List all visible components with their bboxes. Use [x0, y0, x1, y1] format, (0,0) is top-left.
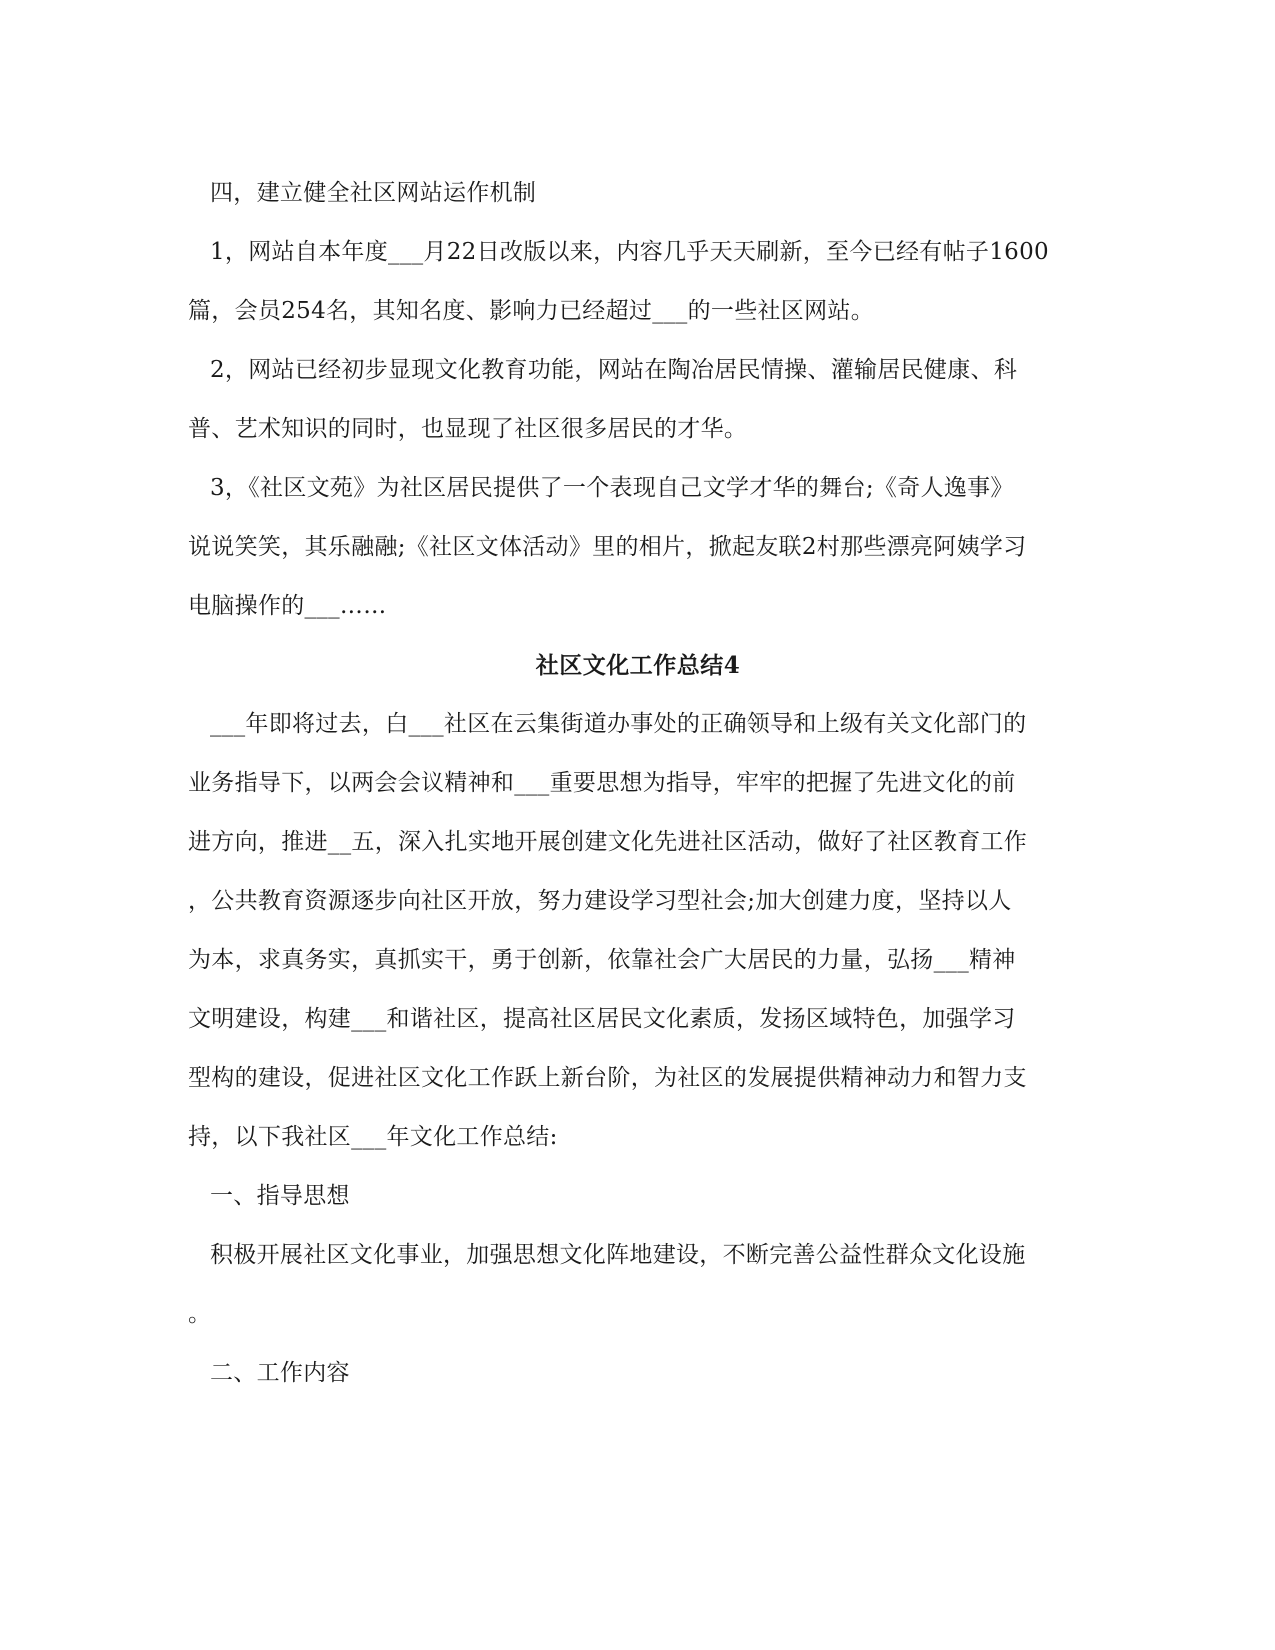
paragraph-line: 电脑操作的___…… — [188, 593, 387, 619]
paragraph-line: 2，网站已经初步显现文化教育功能，网站在陶冶居民情操、灌输居民健康、科 — [210, 357, 1018, 383]
paragraph-line: 业务指导下，以两会会议精神和___重要思想为指导，牢牢的把握了先进文化的前 — [188, 770, 1016, 796]
paragraph-line: 普、艺术知识的同时，也显现了社区很多居民的才华。 — [188, 416, 748, 442]
section-heading-website-mechanism: 四，建立健全社区网站运作机制 — [210, 180, 537, 206]
document-body — [188, 164, 1088, 1403]
paragraph-line: 积极开展社区文化事业，加强思想文化阵地建设，不断完善公益性群众文化设施 — [210, 1242, 1026, 1268]
paragraph-line: 进方向，推进__五，深入扎实地开展创建文化先进社区活动，做好了社区教育工作 — [188, 829, 1028, 855]
paragraph-line: ，公共教育资源逐步向社区开放，努力建设学习型社会;加大创建力度，坚持以人 — [188, 888, 1012, 914]
paragraph-line: 型构的建设，促进社区文化工作跃上新台阶，为社区的发展提供精神动力和智力支 — [188, 1065, 1027, 1091]
paragraph-line: 文明建设，构建___和谐社区，提高社区居民文化素质，发扬区域特色，加强学习 — [188, 1006, 1016, 1032]
paragraph-line: 篇，会员254名，其知名度、影响力已经超过___的一些社区网站。 — [188, 298, 874, 324]
paragraph-line: 说说笑笑，其乐融融;《社区文体活动》里的相片，掀起友联2村那些漂亮阿姨学习 — [188, 534, 1027, 560]
paragraph-line: 持，以下我社区___年文化工作总结: — [188, 1124, 558, 1150]
section-heading-guiding-ideology: 一、指导思想 — [210, 1183, 350, 1209]
paragraph-line: 3，《社区文苑》为社区居民提供了一个表现自己文学才华的舞台;《奇人逸事》 — [210, 475, 1014, 501]
paragraph-line: 。 — [188, 1301, 212, 1327]
document-title: 社区文化工作总结4 — [535, 652, 741, 679]
paragraph-line: 1，网站自本年度___月22日改版以来，内容几乎天天刷新，至今已经有帖子1600 — [210, 239, 1049, 265]
paragraph-line: 为本，求真务实，真抓实干，勇于创新，依靠社会广大居民的力量，弘扬___精神 — [188, 947, 1016, 973]
paragraph-line: ___年即将过去，白___社区在云集街道办事处的正确领导和上级有关文化部门的 — [210, 711, 1027, 737]
section-heading-work-content: 二、工作内容 — [210, 1360, 350, 1386]
